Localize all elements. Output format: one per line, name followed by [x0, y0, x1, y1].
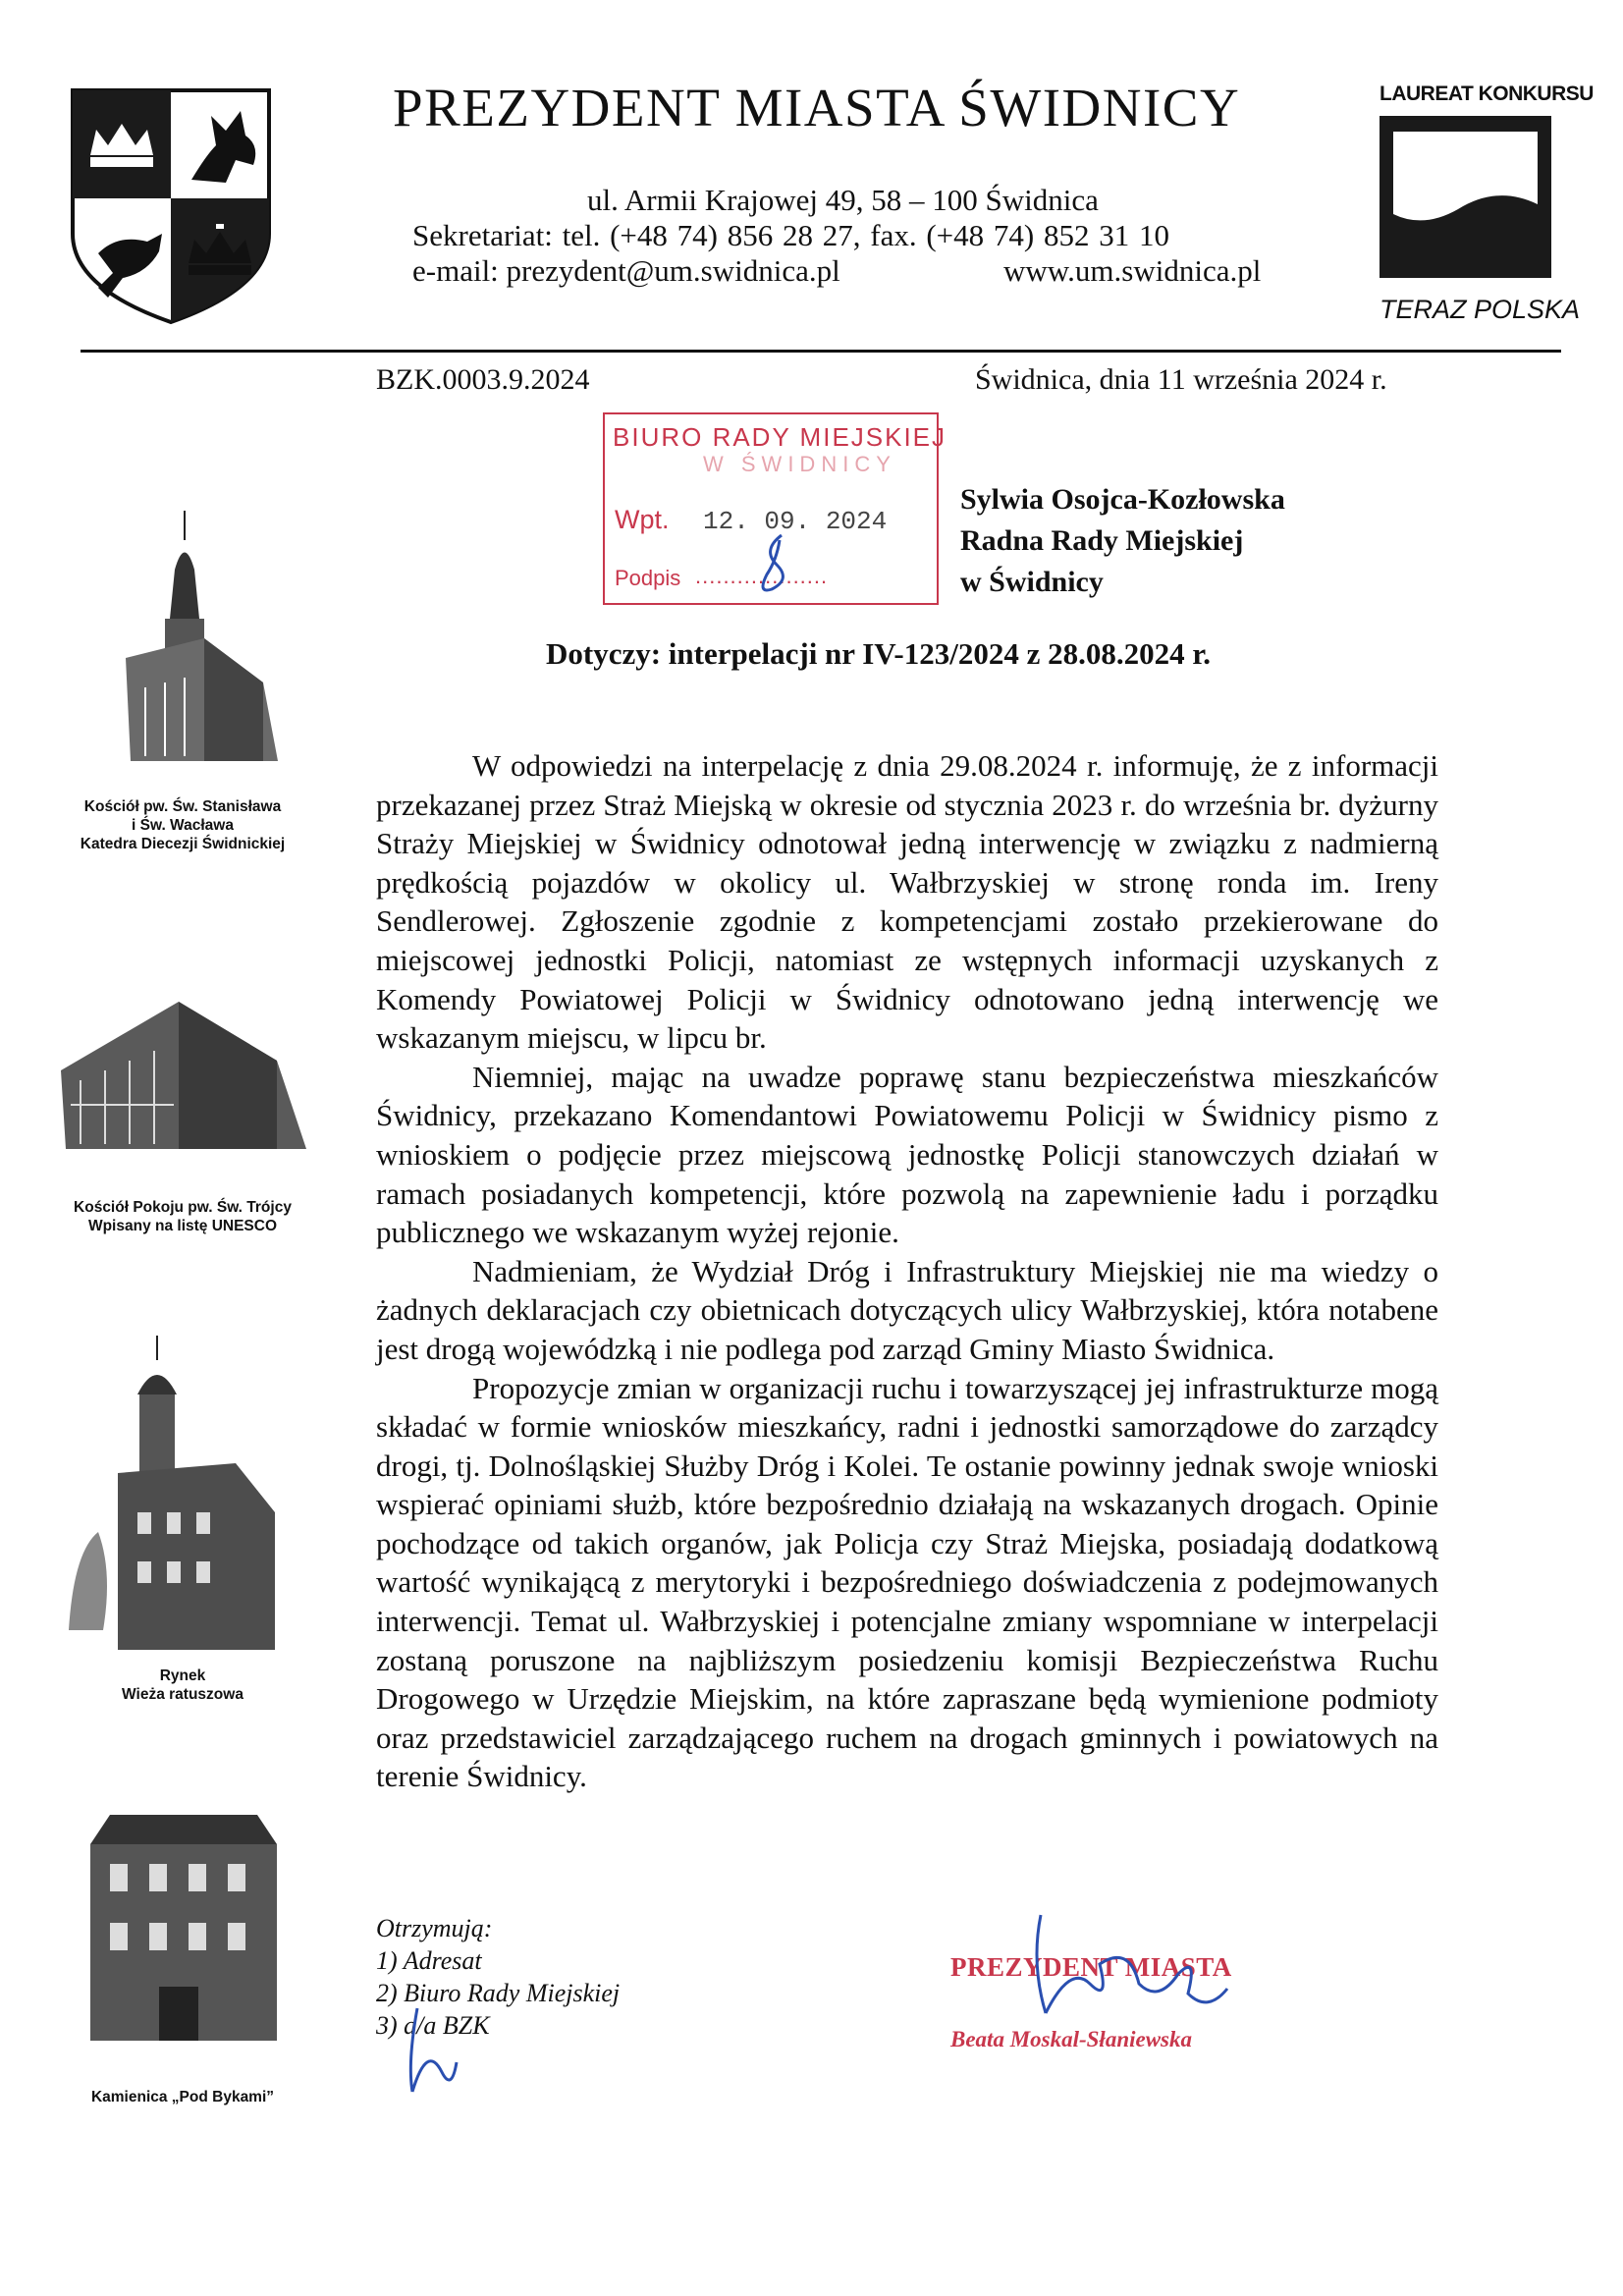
phone-line: Sekretariat: tel. (+48 74) 856 28 27, fax. (+48 74) 852 31 10	[412, 218, 1169, 252]
tenement-house-illustration	[71, 1805, 297, 2050]
distribution-item: 1) Adresat	[376, 1946, 482, 1975]
stamp-received-label: Wpt.	[615, 505, 670, 534]
handwritten-initials	[388, 2003, 466, 2102]
body-paragraph: W odpowiedzi na interpelację z dnia 29.08.2024 r. informuję, że z informacji przekazanej przez Straż Miejską w okresie od stycznia 2023 r. do września br. dyżurny Straży Miejskiej w Świdnicy odnotował jedną interwencję w związku z nadmierną prędkością pojazdów w okolicy ul. Wałbrzyskiej w stronę ronda im. Ireny Sendlerowej. Zgłoszenie zgodnie z kompetencjami zostało przekierowane do miejscowej jednostki Policji, natomiast ze wstępnych informacji uzyskanych z Komendy Powiatowej Policji w Świdnicy odnotowano jedną interwencję we wskazanym miejscu, w lipcu br.	[376, 748, 1438, 1056]
award-label: LAUREAT KONKURSU	[1380, 82, 1594, 105]
church-of-peace-illustration	[51, 982, 316, 1159]
recipient-role: Radna Rady Miejskiej	[960, 524, 1244, 557]
caption-tenement-house: Kamienica „Pod Bykami”	[90, 2089, 275, 2105]
caption-town-hall: Rynek Wieża ratuszowa	[122, 1667, 243, 1703]
stamp-title: BIURO RADY MIEJSKIEJ	[613, 422, 947, 452]
signature-title: PREZYDENT MIASTA	[950, 1952, 1232, 1982]
stamp-signature-label: Podpis	[615, 566, 681, 590]
signature-name: Beata Moskal-Słaniewska	[950, 2027, 1193, 2051]
reference-number: BZK.0003.9.2024	[376, 363, 590, 396]
header-divider	[81, 350, 1561, 353]
received-stamp	[603, 412, 947, 605]
stamp-initial-mark	[752, 530, 801, 599]
recipient-city: w Świdnicy	[960, 566, 1104, 598]
body-paragraph: Niemniej, mając na uwadze poprawę stanu bezpieczeństwa mieszkańców Świdnicy, przekazano Komendantowi Powiatowemu Policji w Świdnicy pismo z wnioskiem o podjęcie przez miejscową jednostkę Policji stanowczych działań w ramach posiadanych kompetencji, które pozwolą na zapewnienie ładu i porządku publicznego we wskazanym wyżej rejonie.	[376, 1059, 1438, 1250]
caption-church-of-peace: Kościół Pokoju pw. Św. Trójcy Wpisany na listę UNESCO	[74, 1199, 292, 1234]
website-line: www.um.swidnica.pl	[1003, 253, 1262, 288]
distribution-heading: Otrzymują:	[376, 1914, 493, 1942]
stamp-received-date: 12. 09. 2024	[703, 507, 888, 536]
town-hall-tower-illustration	[59, 1336, 304, 1660]
body-paragraph: Nadmieniam, że Wydział Dróg i Infrastruktury Miejskiej nie ma wiedzy o żadnych deklaracjach czy obietnicach dotyczących ulicy Wałbrzyskiej, która notabene jest drogą wojewódzką i nie podlega pod zarząd Gminy Miasto Świdnica.	[376, 1253, 1438, 1366]
body-paragraph: Propozycje zmian w organizacji ruchu i towarzyszącej jej infrastrukturze mogą składać w formie wniosków mieszkańcy, radni i jednostki samorządowe do zarządcy drogi, tj. Dolnośląskiej Służby Dróg i Kolei. Te ostanie powinny jednak swoje wnioski wspierać opiniami służb, które bezpośrednio działają na wskazanych drogach. Opinie pochodzące od takich organów, jak Policja czy Straż Miejska, posiadają dodatkową wartość wynikającą z merytoryki i bezpośredniego doświadczenia z podejmowanych interwencji. Temat ul. Wałbrzyskiej i potencjalne zmiany wspomniane w interpelacji zostaną poruszone na najbliższym posiedzeniu komisji Bezpieczeństwa Ruchu Drogowego w Urzędzie Miejskim, na które zapraszane będą wymienione podmioty oraz przedstawiciel zarządzającego ruchem na drogach gminnych i powiatowych na terenie Świdnicy.	[376, 1370, 1438, 1794]
caption-cathedral: Kościół pw. Św. Stanisława i Św. Wacława Katedra Diecezji Świdnickiej	[80, 798, 286, 852]
recipient-name: Sylwia Osojca-Kozłowska	[960, 483, 1285, 516]
address-line: ul. Armii Krajowej 49, 58 – 100 Świdnica	[587, 183, 1099, 217]
award-name: TERAZ POLSKA	[1380, 295, 1581, 324]
stamp-city: W ŚWIDNICY	[703, 452, 896, 476]
letter-body	[376, 746, 1438, 1796]
letter-date: Świdnica, dnia 11 września 2024 r.	[975, 363, 1387, 396]
city-coat-of-arms	[69, 86, 273, 327]
cathedral-illustration	[106, 511, 302, 776]
award-logo	[1380, 116, 1551, 278]
email-line: e-mail: prezydent@um.swidnica.pl	[412, 253, 840, 288]
distribution-item: 2) Biuro Rady Miejskiej	[376, 1979, 621, 2007]
subject-line: Dotyczy: interpelacji nr IV-123/2024 z 28.08.2024 r.	[546, 636, 1212, 671]
issuer-title: PREZYDENT MIASTA ŚWIDNICY	[393, 78, 1241, 137]
stamp-signature-dots: ...................	[695, 564, 829, 588]
distribution-item: 3) a/a BZK	[376, 2011, 490, 2040]
handwritten-signature	[1001, 1905, 1237, 2033]
recipient-block	[960, 479, 1285, 603]
